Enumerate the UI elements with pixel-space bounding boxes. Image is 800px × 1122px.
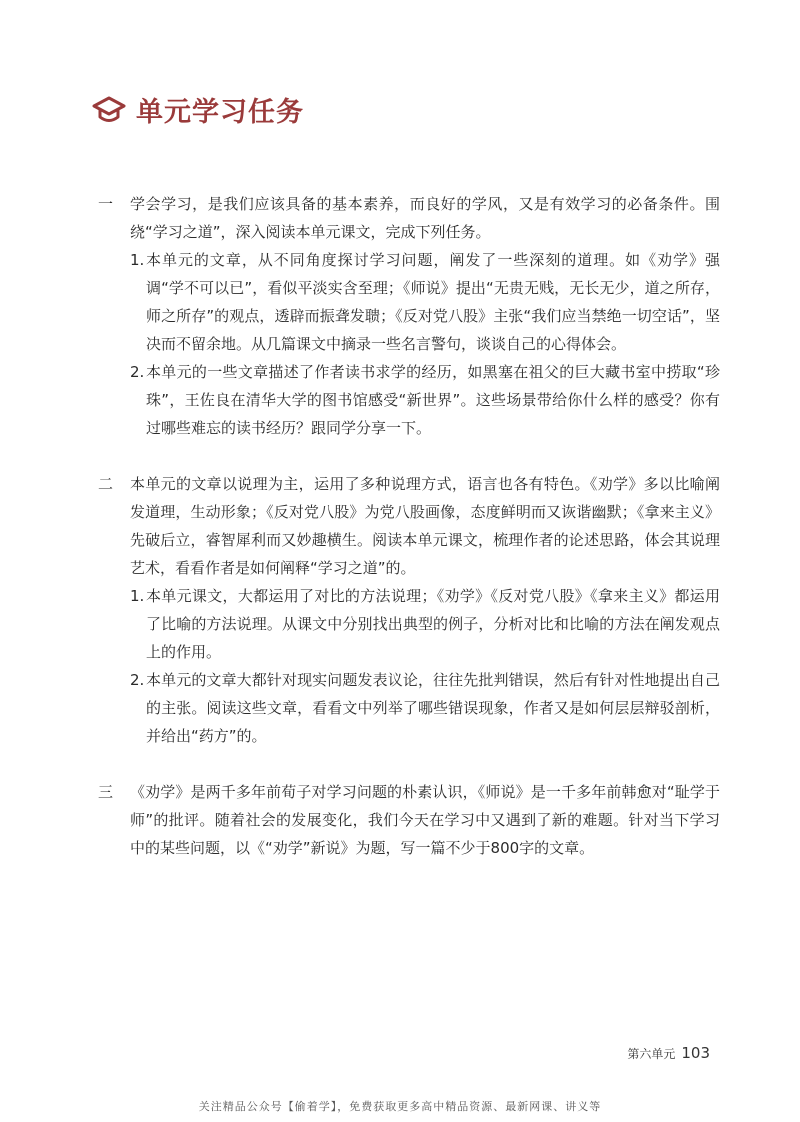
section-number: 三 [98,783,114,801]
section-text: 学会学习，是我们应该具备的基本素养，而良好的学风，又是有效学习的必备条件。围绕“学习之道”，深入阅读本单元课文，完成下列任务。 [130,195,720,241]
item-number: 1. [130,587,145,605]
item-text: 本单元课文，大都运用了对比的方法说理；《劝学》《反对党八股》《拿来主义》都运用了比喻的方法说理。从课文中分别找出典型的例子，分析对比和比喻的方法在阐发观点上的作用。 [146,587,720,661]
item-text: 本单元的文章，从不同角度探讨学习问题，阐发了一些深刻的道理。如《劝学》强调“学不可以已”，看似平淡实含至理；《师说》提出“无贵无贱，无长无少，道之所存，师之所存”的观点，透辟而振聋发聩；《反对党八股》主张“我们应当禁绝一切空话”，坚决而不留余地。从几篇课文中摘录一些名言警句，谈谈自己的心得体会。 [146,251,720,353]
section-text: 本单元的文章以说理为主，运用了多种说理方式，语言也各有特色。《劝学》多以比喻阐发道理，生动形象；《反对党八股》为党八股画像，态度鲜明而又诙谐幽默；《拿来主义》先破后立，睿智犀利而又妙趣横生。阅读本单元课文，梳理作者的论述思路，体会其说理艺术，看看作者是如何阐释“学习之道”的。 [130,475,720,577]
unit-label: 第六单元 [627,1047,676,1061]
task-section-3 [98,778,720,862]
section-text: 《劝学》是两千多年前荀子对学习问题的朴素认识，《师说》是一千多年前韩愈对“耻学于师”的批评。随着社会的发展变化，我们今天在学习中又遇到了新的难题。针对当下学习中的某些问题，以《“劝学”新说》为题，写一篇不少于800字的文章。 [130,783,720,857]
graduation-cap-icon [92,95,126,125]
section-number: 一 [98,195,114,213]
page-number: 103 [681,1044,710,1062]
task-content [98,190,720,890]
task-item [130,246,720,358]
page-title: 单元学习任务 [136,97,304,128]
page-header [92,90,304,129]
section-number: 二 [98,475,114,493]
task-item [130,582,720,666]
task-section-1 [98,190,720,442]
item-number: 1. [130,251,145,269]
page-footer [627,1044,710,1062]
item-number: 2. [130,363,145,381]
item-text: 本单元的一些文章描述了作者读书求学的经历，如黑塞在祖父的巨大藏书室中捞取“珍珠”，王佐良在清华大学的图书馆感受“新世界”。这些场景带给你什么样的感受？你有过哪些难忘的读书经历？跟同学分享一下。 [146,363,720,437]
item-number: 2. [130,671,145,689]
task-item [130,358,720,442]
task-section-2 [98,470,720,750]
item-text: 本单元的文章大都针对现实问题发表议论，往往先批判错误，然后有针对性地提出自己的主张。阅读这些文章，看看文中列举了哪些错误现象，作者又是如何层层辩驳剖析，并给出“药方”的。 [146,671,720,745]
watermark-text: 关注精品公众号【偷着学】，免费获取更多高中精品资源、最新网课、讲义等 [198,1100,602,1113]
task-item [130,666,720,750]
